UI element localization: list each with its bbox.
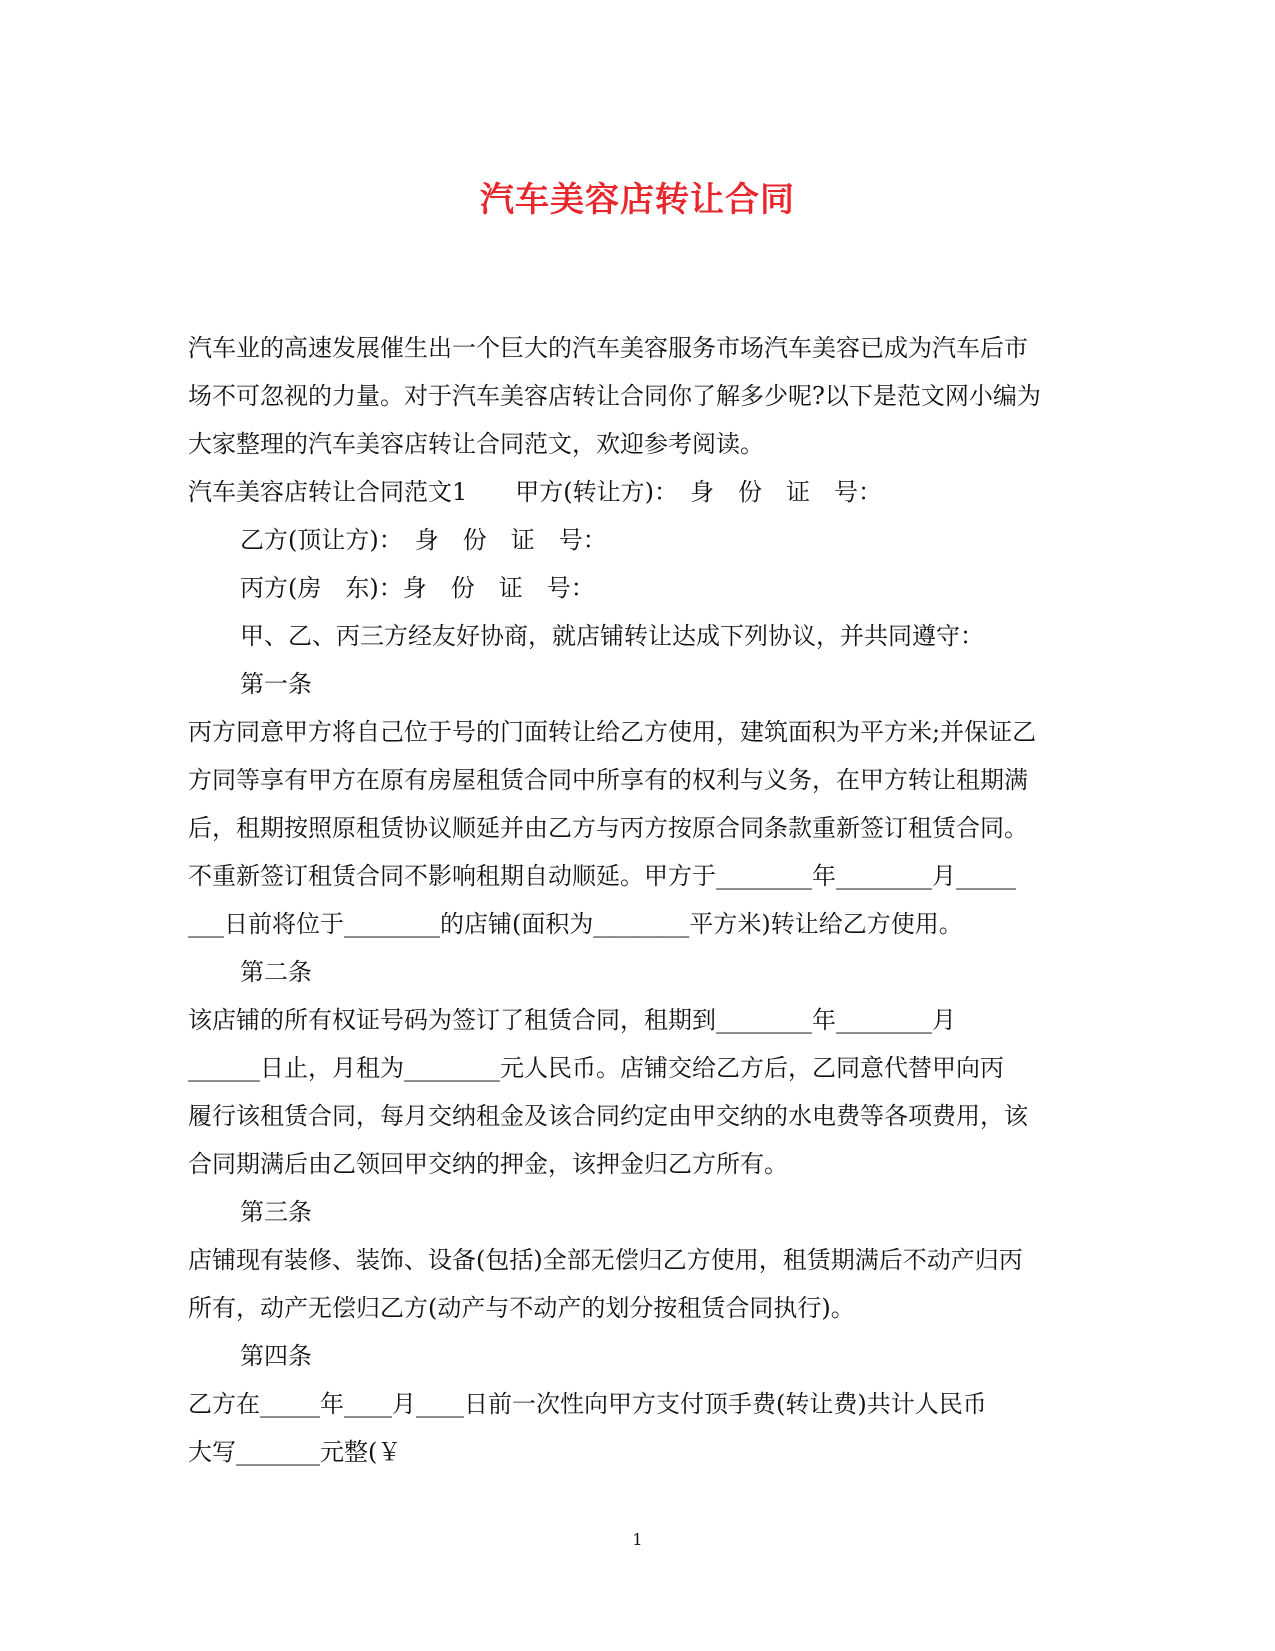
text-line: ______日止，月租为________元人民币。店铺交给乙方后，乙同意代替甲向丙 — [188, 1054, 1004, 1082]
text-line: 店铺现有装修、装饰、设备(包括)全部无偿归乙方使用，租赁期满后不动产归丙 — [188, 1246, 1023, 1274]
text-line: 履行该租赁合同，每月交纳租金及该合同约定由甲交纳的水电费等各项费用，该 — [188, 1102, 1028, 1130]
text-line: 合同期满后由乙领回甲交纳的押金，该押金归乙方所有。 — [188, 1150, 788, 1178]
text-line: 所有，动产无偿归乙方(动产与不动产的划分按租赁合同执行)。 — [188, 1294, 855, 1322]
text-line: 第一条 — [240, 670, 312, 698]
text-line: 第三条 — [240, 1198, 312, 1226]
text-line: 后，租期按照原租赁协议顺延并由乙方与丙方按原合同条款重新签订租赁合同。 — [188, 814, 1028, 842]
text-line: 丙方同意甲方将自己位于号的门面转让给乙方使用，建筑面积为平方米;并保证乙 — [188, 718, 1037, 746]
text-line: 场不可忽视的力量。对于汽车美容店转让合同你了解多少呢?以下是范文网小编为 — [188, 382, 1041, 410]
document-body — [188, 324, 1088, 1476]
text-line: 方同等享有甲方在原有房屋租赁合同中所享有的权利与义务，在甲方转让租期满 — [188, 766, 1028, 794]
text-line: 汽车美容店转让合同范文1 甲方(转让方)： 身 份 证 号： — [188, 478, 882, 506]
text-line: 大家整理的汽车美容店转让合同范文，欢迎参考阅读。 — [188, 430, 764, 458]
text-line: 大写_______元整(￥ — [188, 1438, 402, 1466]
text-line: 乙方(顶让方)： 身 份 证 号： — [240, 526, 607, 554]
document-title: 汽车美容店转让合同 — [480, 180, 795, 220]
text-line: 乙方在_____年____月____日前一次性向甲方支付顶手费(转让费)共计人民币 — [188, 1390, 987, 1418]
text-line: 不重新签订租赁合同不影响租期自动顺延。甲方于________年________月_____ — [188, 862, 1016, 890]
text-line: 第二条 — [240, 958, 312, 986]
page-number: 1 — [632, 1530, 643, 1549]
text-line: 第四条 — [240, 1342, 312, 1370]
text-line: ___日前将位于________的店铺(面积为________平方米)转让给乙方使用。 — [188, 910, 963, 938]
text-line: 甲、乙、丙三方经友好协商，就店铺转让达成下列协议，并共同遵守： — [240, 622, 984, 650]
text-line: 丙方(房 东)：身 份 证 号： — [240, 574, 595, 602]
text-line: 该店铺的所有权证号码为签订了租赁合同，租期到________年________月 — [188, 1006, 956, 1034]
text-line: 汽车业的高速发展催生出一个巨大的汽车美容服务市场汽车美容已成为汽车后市 — [188, 334, 1028, 362]
